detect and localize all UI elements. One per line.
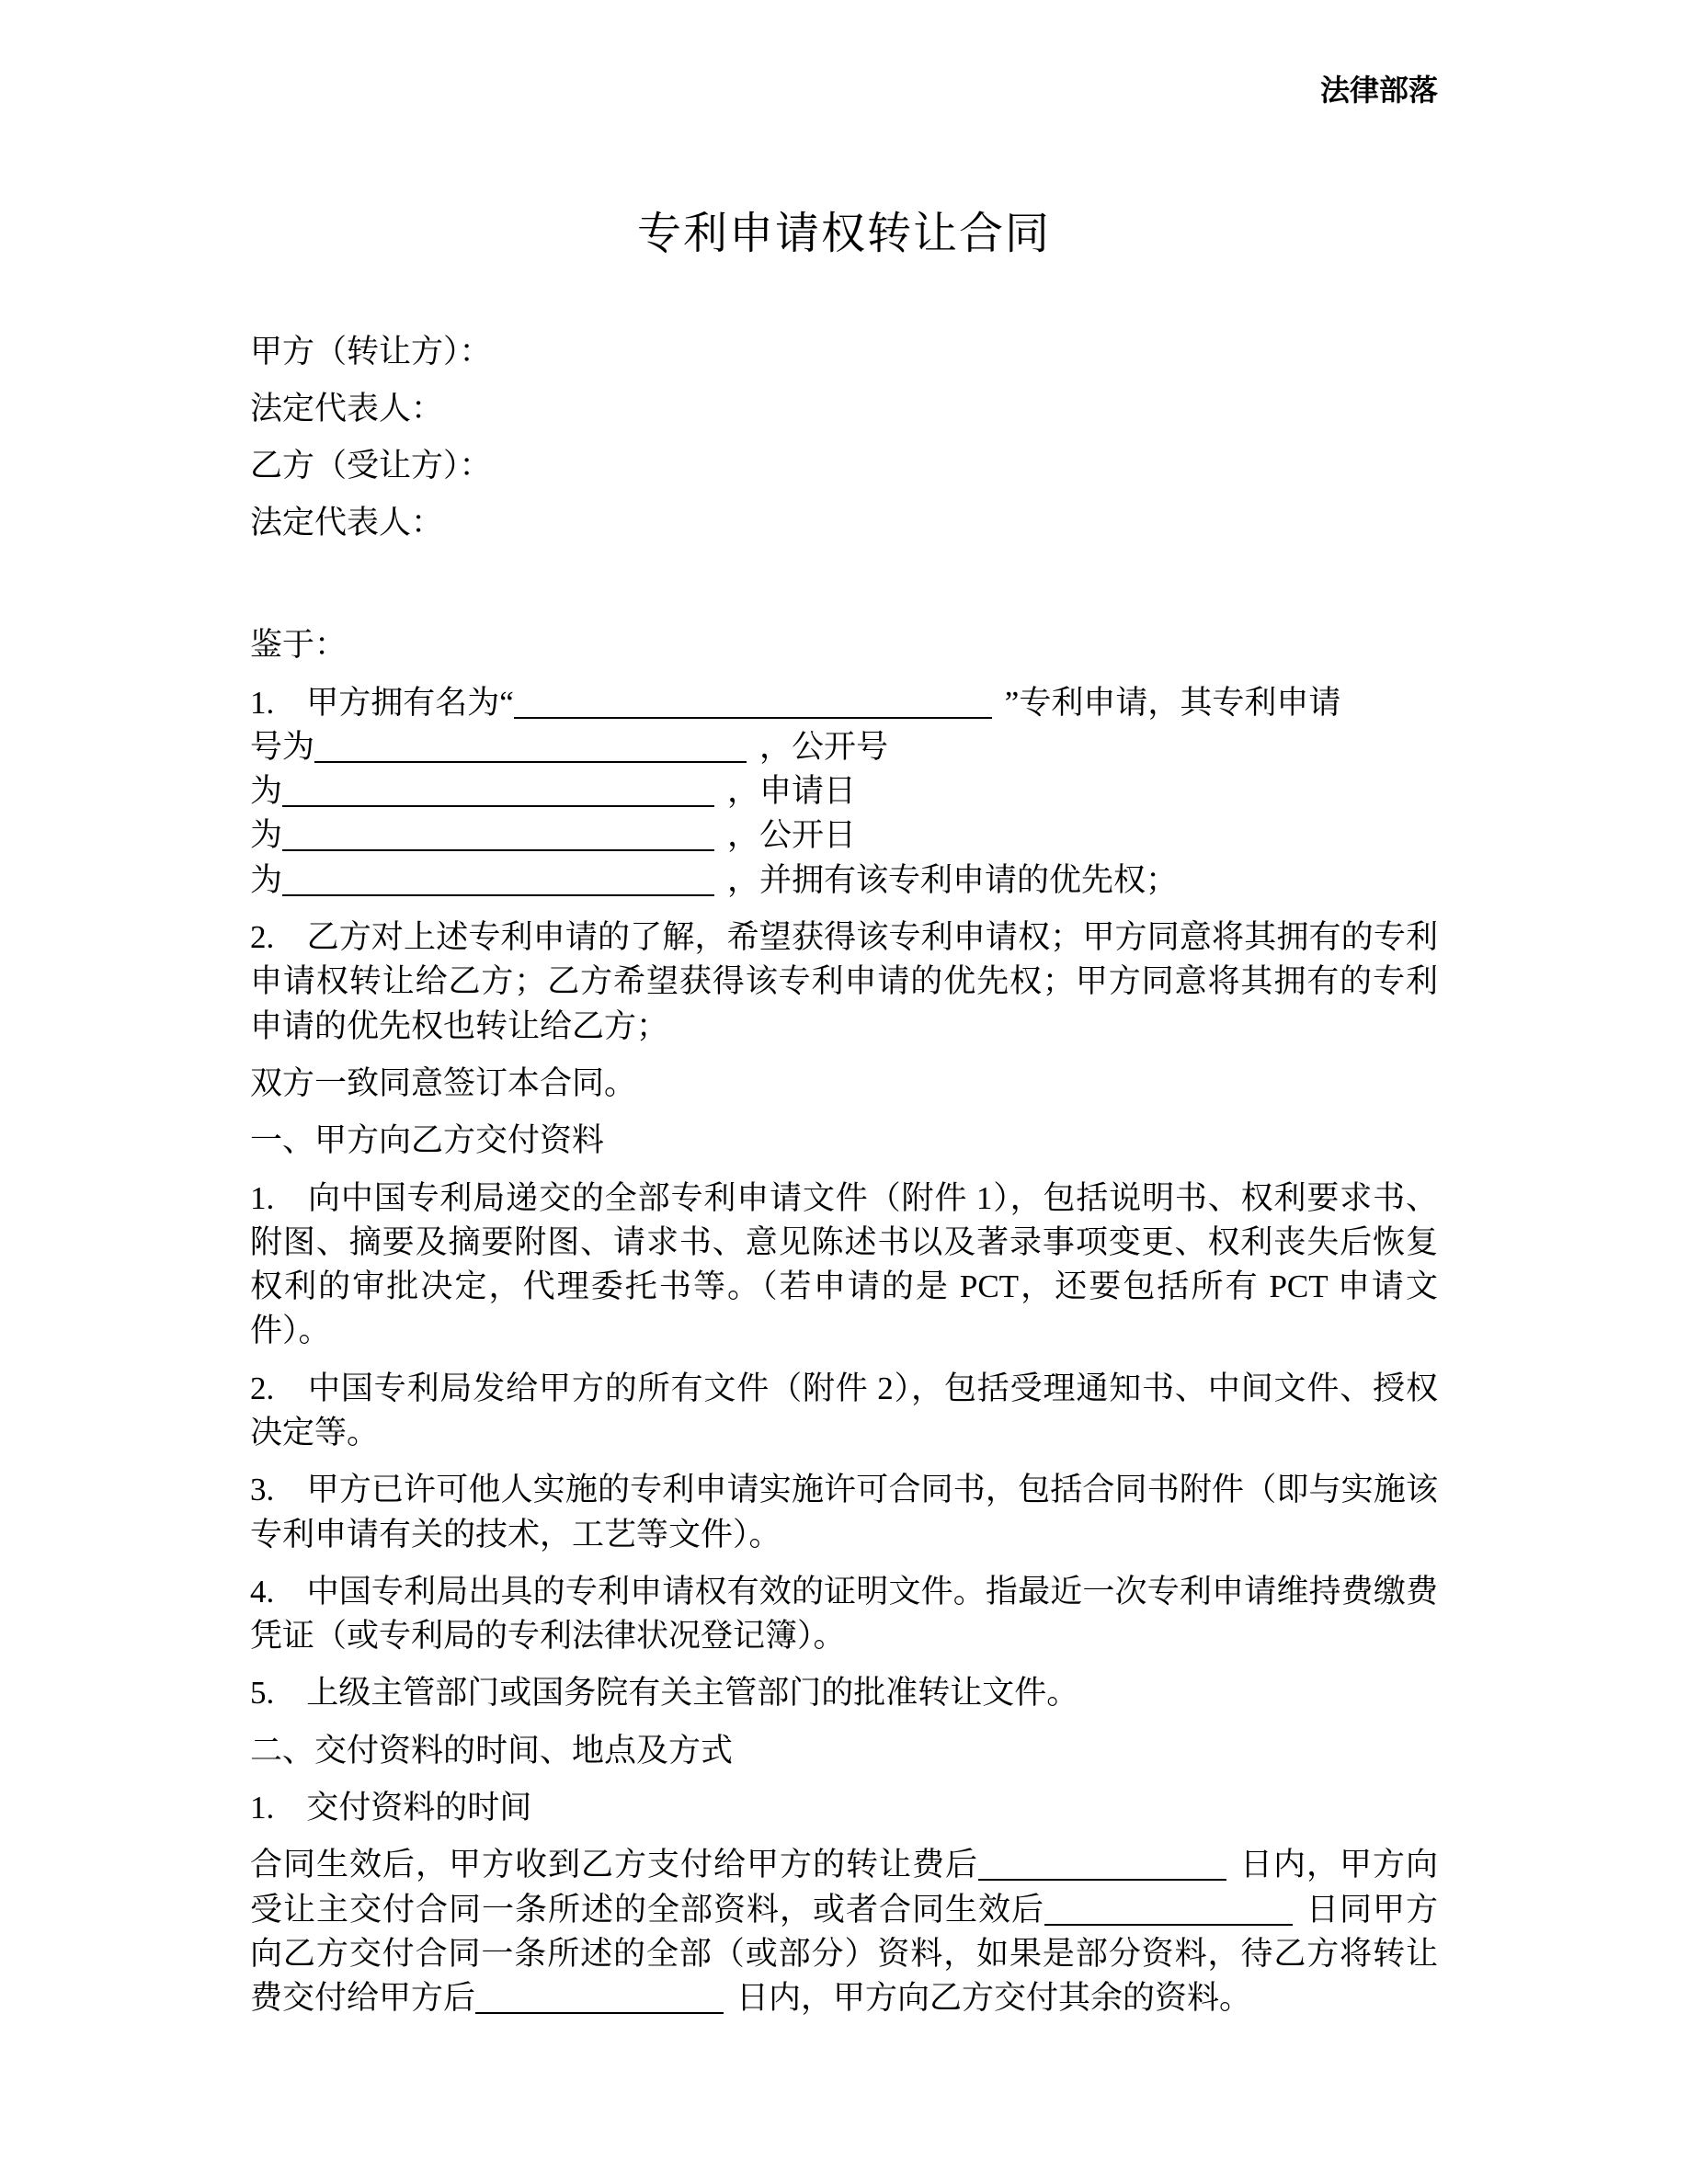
section-2-sub-heading: 1. 交付资料的时间 [250, 1790, 532, 1826]
whereas-item-1-line-4 [250, 813, 1438, 858]
party-a-rep-line: 法定代表人： [250, 391, 444, 427]
watermark-text: 法律部落 [1319, 74, 1438, 107]
text-segment: ，公开号 [759, 728, 889, 765]
text-segment: 日内，甲方向乙方交付其余的资料。 [736, 1980, 1252, 2017]
fill-in-blank-days-1 [978, 1847, 1226, 1881]
text-segment: 为 [250, 773, 283, 810]
party-b-line: 乙方（受让方）： [250, 448, 492, 484]
text-segment: 号为 [250, 728, 315, 765]
party-a-line: 甲方（转让方）： [250, 334, 492, 370]
fill-in-blank-days-3 [475, 1980, 724, 2014]
whereas-item-1-line-3 [250, 769, 1438, 813]
fill-in-blank-publication-number [282, 773, 714, 807]
section-1-item-4: 4. 中国专利局出具的专利申请权有效的证明文件。指最近一次专利申请维持费缴费凭证（或专利局的专利法律状况登记簿）。 [250, 1573, 1438, 1655]
section-1-item-2: 2. 中国专利局发给甲方的所有文件（附件 2），包括受理通知书、中间文件、授权决定等。 [250, 1370, 1438, 1450]
whereas-item-2: 2. 乙方对上述专利申请的了解，希望获得该专利申请权；甲方同意将其拥有的专利申请权转让给乙方；乙方希望获得该专利申请的优先权；甲方同意将其拥有的专利申请的优先权也转让给乙方； [250, 919, 1438, 1044]
text-segment: 为 [250, 817, 283, 854]
fill-in-blank-publication-date [282, 862, 714, 896]
whereas-item-1-line-2 [250, 725, 1438, 769]
fill-in-blank-application-date [282, 817, 714, 851]
section-1-item-5: 5. 上级主管部门或国务院有关主管部门的批准转让文件。 [250, 1675, 1079, 1712]
fill-in-blank-days-2 [1044, 1892, 1293, 1926]
text-segment: ”专利申请，其专利申请 [1004, 684, 1341, 721]
parties-block [250, 324, 1438, 552]
text-segment: 为 [250, 861, 283, 898]
text-segment: 日同甲方向乙方交付合同一条所述的全部（或部分）资料，如果是部分资料，待乙方将转让费交付给甲方后 [250, 1891, 1438, 2017]
text-segment: 合同生效后，甲方收到乙方支付给甲方的转让费后 [250, 1847, 978, 1883]
text-segment: ，并拥有该专利申请的优先权； [727, 861, 1179, 898]
text-segment: ，申请日 [727, 773, 857, 810]
whereas-item-1-line-5 [250, 859, 1438, 903]
delivery-time-paragraph [250, 1843, 1438, 2020]
section-1-heading: 一、甲方向乙方交付资料 [250, 1122, 605, 1159]
section-1-item-1: 1. 向中国专利局递交的全部专利申请文件（附件 1），包括说明书、权利要求书、附图、摘要及摘要附图、请求书、意见陈述书以及著录事项变更、权利丧失后恢复权利的审批决定，代理委托书等。（若申请的是 PCT，还要包括所有 PCT 申请文件）。 [250, 1179, 1438, 1349]
text-segment: ，公开日 [727, 817, 857, 854]
whereas-item-1-line-1 [250, 681, 1438, 725]
fill-in-blank-application-number [314, 729, 747, 763]
text-segment: 1. 甲方拥有名为“ [250, 684, 514, 721]
whereas-item-1 [250, 681, 1438, 903]
text-segment: 日内，甲方向受让主交付合同一条所述的全部资料，或者合同生效后 [250, 1847, 1438, 1928]
watermark [250, 75, 1438, 105]
party-b-rep-line: 法定代表人： [250, 505, 444, 541]
section-1-item-3: 3. 甲方已许可他人实施的专利申请实施许可合同书，包括合同书附件（即与实施该专利申请有关的技术，工艺等文件）。 [250, 1472, 1438, 1553]
agreement-line: 双方一致同意签订本合同。 [250, 1064, 637, 1101]
fill-in-blank-patent-name [514, 685, 992, 719]
section-2-heading: 二、交付资料的时间、地点及方式 [250, 1732, 734, 1769]
whereas-heading: 鉴于： [250, 627, 348, 664]
page-title: 专利申请权转让合同 [636, 210, 1051, 258]
